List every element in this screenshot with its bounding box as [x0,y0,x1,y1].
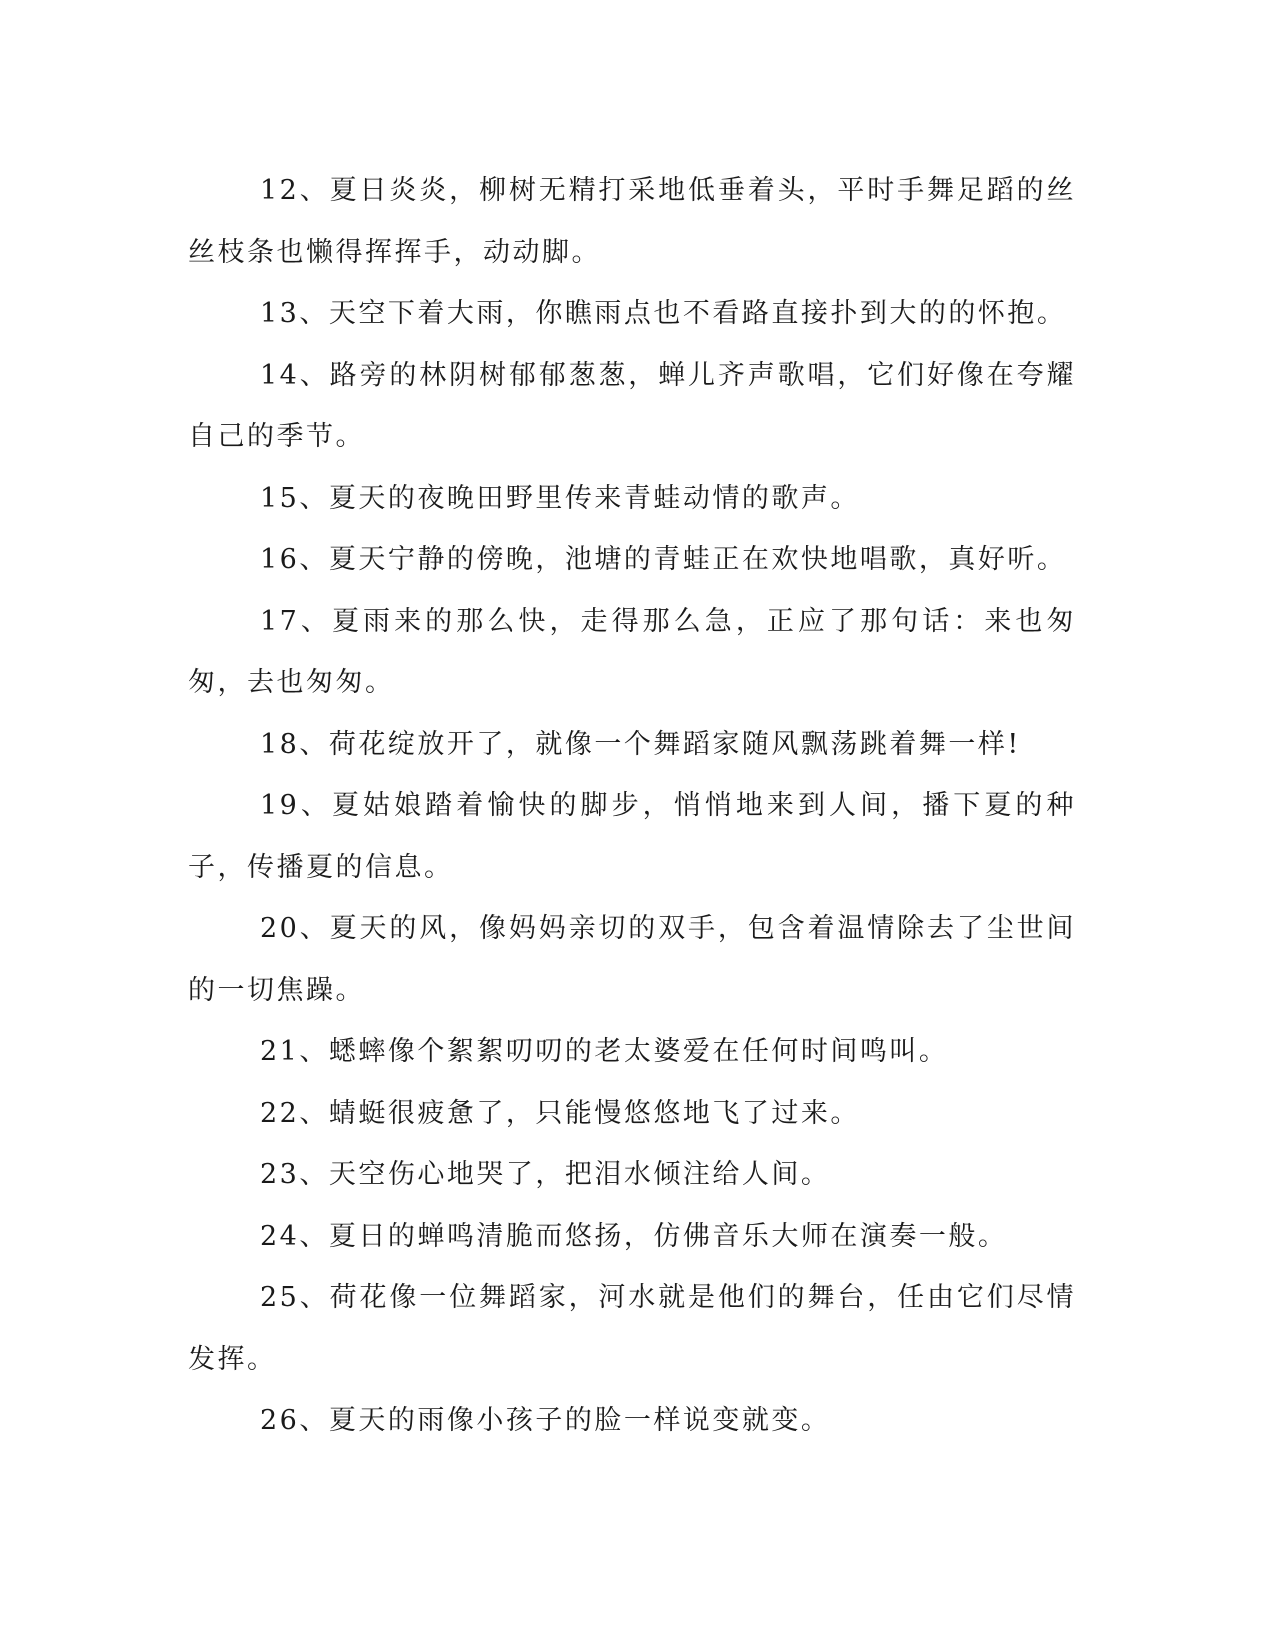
document-body [188,160,1076,1452]
paragraph-24: 24、夏日的蝉鸣清脆而悠扬，仿佛音乐大师在演奏一般。 [260,1220,1008,1252]
paragraph-15: 15、夏天的夜晚田野里传来青蛙动情的歌声。 [260,482,860,514]
paragraph-12: 12、夏日炎炎，柳树无精打采地低垂着头，平时手舞足蹈的丝丝枝条也懒得挥挥手，动动脚。 [188,175,1076,268]
paragraph-16: 16、夏天宁静的傍晚，池塘的青蛙正在欢快地唱歌，真好听。 [260,544,1067,575]
paragraph-22: 22、蜻蜓很疲惫了，只能慢悠悠地飞了过来。 [260,1097,860,1129]
paragraph-26: 26、夏天的雨像小孩子的脸一样说变就变。 [260,1405,831,1436]
paragraph-14: 14、路旁的林阴树郁郁葱葱，蝉儿齐声歌唱，它们好像在夸耀自己的季节。 [188,359,1076,452]
paragraph-20: 20、夏天的风，像妈妈亲切的双手，包含着温情除去了尘世间的一切焦躁。 [188,913,1076,1006]
paragraph-13: 13、天空下着大雨，你瞧雨点也不看路直接扑到大的的怀抱。 [260,298,1067,329]
paragraph-17: 17、夏雨来的那么快，走得那么急，正应了那句话：来也匆匆，去也匆匆。 [188,605,1076,698]
paragraph-23: 23、天空伤心地哭了，把泪水倾注给人间。 [260,1159,831,1190]
paragraph-25: 25、荷花像一位舞蹈家，河水就是他们的舞台，任由它们尽情发挥。 [188,1282,1076,1375]
paragraph-18: 18、荷花绽放开了，就像一个舞蹈家随风飘荡跳着舞一样! [260,728,1021,760]
paragraph-21: 21、蟋蟀像个絮絮叨叨的老太婆爱在任何时间鸣叫。 [260,1036,949,1067]
paragraph-19: 19、夏姑娘踏着愉快的脚步，悄悄地来到人间，播下夏的种子，传播夏的信息。 [188,790,1076,883]
